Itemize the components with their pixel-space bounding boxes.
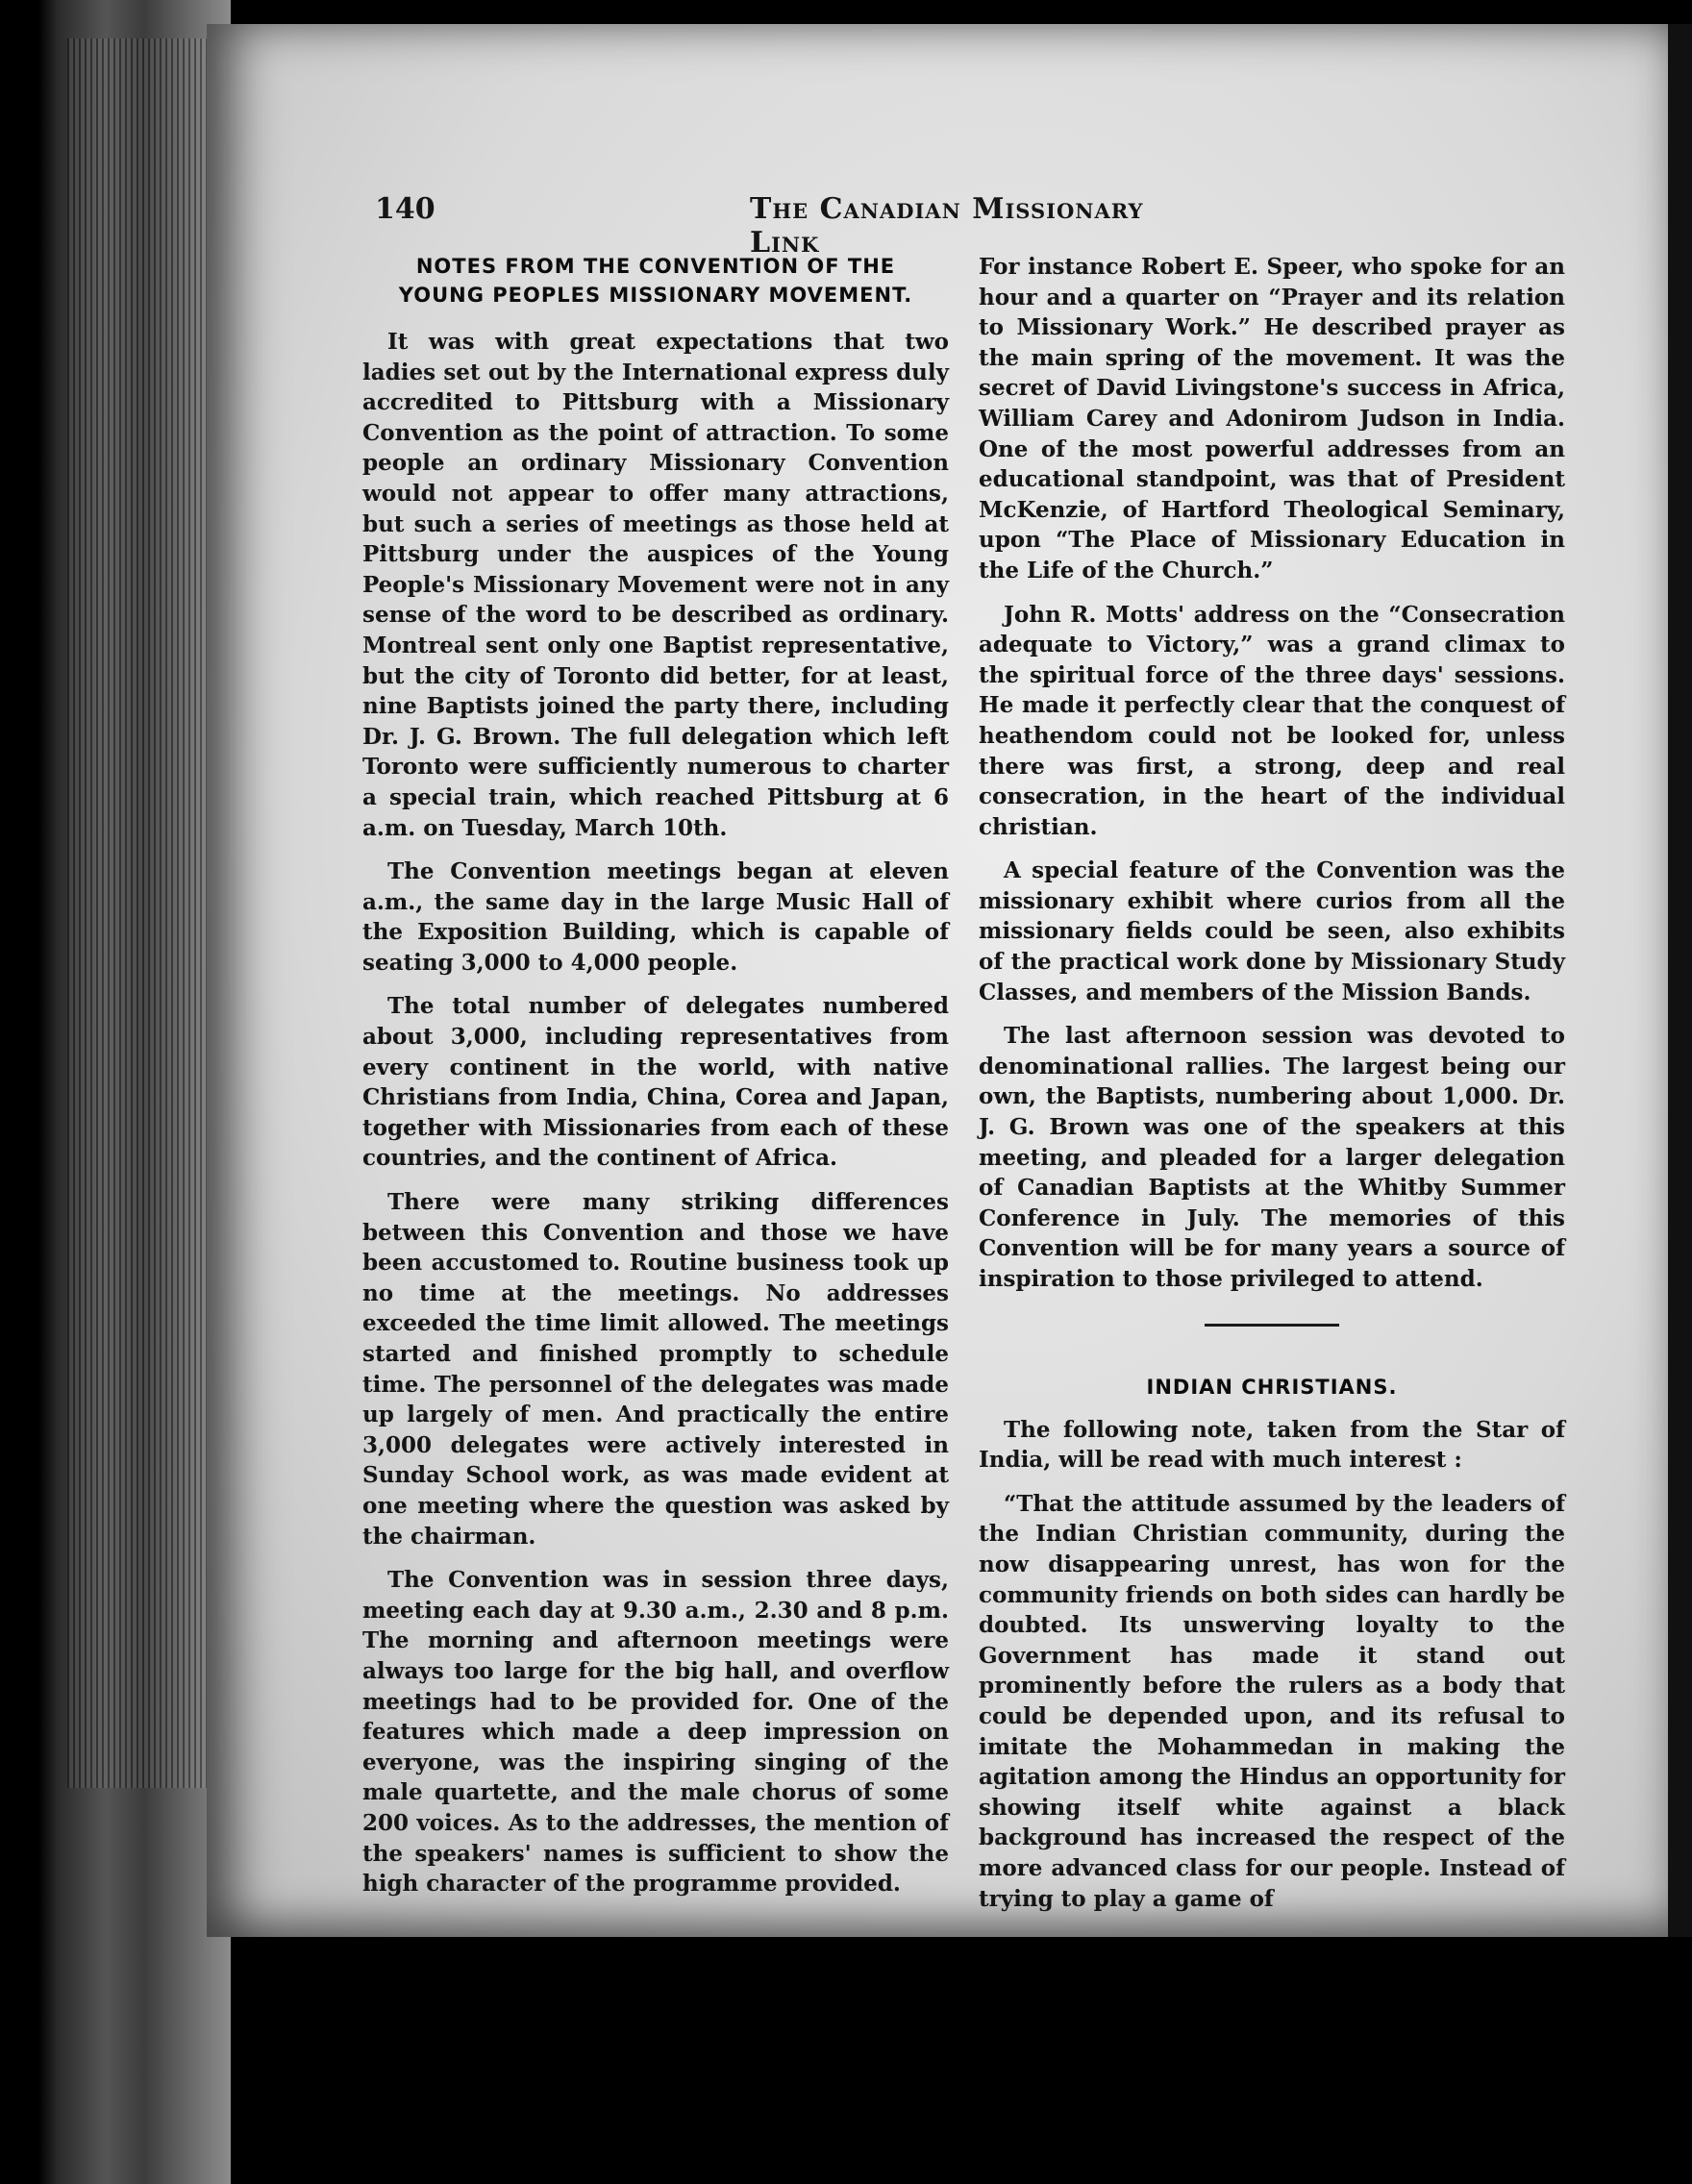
page-number: 140: [375, 192, 435, 226]
paragraph-continuation: For instance Robert E. Speer, who spoke for an hour and a quarter on “Prayer and its relation to Missionary Work.” He described prayer as the main spring of the movement. It was the secret of David Livingstone's success in Africa, William Carey and Adonirom Judson in India. One of the most powerful addresses from an educational standpoint, was that of President McKenzie, of Hartford Theological Seminary, upon “The Place of Missionary Education in the Life of the Church.”: [979, 254, 1565, 583]
book-spine: [0, 0, 231, 2184]
article-heading: [362, 252, 949, 310]
page-edges: [67, 38, 221, 1788]
paragraph: The Convention meetings began at eleven a.m., the same day in the large Music Hall of the Exposition Building, which is capable of seating 3,000 to 4,000 people.: [362, 858, 949, 976]
paragraph: “That the attitude assumed by the leaders of the Indian Christian community, during the now disappearing unrest, has won for the community friends on both sides can hardly be doubted. Its unswerving loyalty to the Government has made it stand out prominently before the rulers as a body that could be depended upon, and its refusal to imitate the Mohammedan in making the agitation among the Hindus an opportunity for showing itself white against a black background has increased the respect of the more advanced class for our people. Instead of trying to play a game of: [979, 1490, 1565, 1912]
page-right-edge: [1668, 24, 1692, 1937]
paragraph: It was with great expectations that two ladies set out by the International express duly accredited to Pittsburg with a Missionary Convention as the point of attraction. To some people an ordinary Missionary Convention would not appear to offer many attractions, but such a series of meetings as those held at Pittsburg under the auspices of the Young People's Missionary Movement were not in any sense of the word to be described as ordinary. Montreal sent only one Baptist representative, but the city of Toronto did better, for at least, nine Baptists joined the party there, including Dr. J. G. Brown. The full delegation which left Toronto were sufficiently numerous to charter a special train, which reached Pittsburg at 6 a.m. on Tuesday, March 10th.: [362, 329, 949, 841]
paragraph: The total number of delegates numbered about 3,000, including representatives from every continent in the world, with native Christians from India, China, Corea and Japan, together with Missionaries from each of these countries, and the continent of Africa.: [362, 993, 949, 1172]
right-column: [979, 252, 1565, 1927]
article-heading-line1: NOTES FROM THE CONVENTION OF THE: [415, 255, 896, 278]
paragraph: The Convention was in session three days, meeting each day at 9.30 a.m., 2.30 and 8 p.m. The morning and afternoon meetings were always too large for the big hall, and overflow meetings had to be provided for. One of the features which made a deep impression on everyone, was the inspiring singing of the male quartette, and the male chorus of some 200 voices. As to the addresses, the mention of the speakers' names is sufficient to show the high character of the programme provided.: [362, 1567, 949, 1898]
paragraph: A special feature of the Convention was the missionary exhibit where curios from all the missionary fields could be seen, also exhibits of the practical work done by Missionary Study Classes, and members of the Mission Bands.: [979, 857, 1565, 1005]
running-title: The Canadian Missionary Link: [750, 192, 1144, 260]
article2-heading: INDIAN CHRISTIANS.: [1146, 1375, 1398, 1399]
left-column: [362, 252, 949, 1913]
paragraph: The following note, taken from the Star of India, will be read with much interest :: [979, 1416, 1565, 1474]
paragraph: The last afternoon session was devoted to denominational rallies. The largest being our own, the Baptists, numbering about 1,000. Dr. J. G. Brown was one of the speakers at this meeting, and pleaded for a larger delegation of Canadian Baptists at the Whitby Summer Conference in July. The memories of this Convention will be for many years a source of inspiration to those privileged to attend.: [979, 1023, 1565, 1292]
section-divider: [1205, 1324, 1339, 1327]
paragraph: There were many striking differences between this Convention and those we have been accustomed to. Routine business took up no time at the meetings. No addresses exceeded the time limit allowed. The meetings started and finished promptly to schedule time. The personnel of the delegates was made up largely of men. And practically the entire 3,000 delegates were actively interested in Sunday School work, as was made evident at one meeting where the question was asked by the chairman.: [362, 1189, 949, 1550]
article-heading-line2: YOUNG PEOPLES MISSIONARY MOVEMENT.: [398, 284, 913, 307]
paragraph: John R. Motts' address on the “Consecration adequate to Victory,” was a grand climax to the spiritual force of the three days' sessions. He made it perfectly clear that the conquest of heathendom could not be looked for, unless there was first, a strong, deep and real consecration, in the heart of the individual christian.: [979, 601, 1565, 840]
